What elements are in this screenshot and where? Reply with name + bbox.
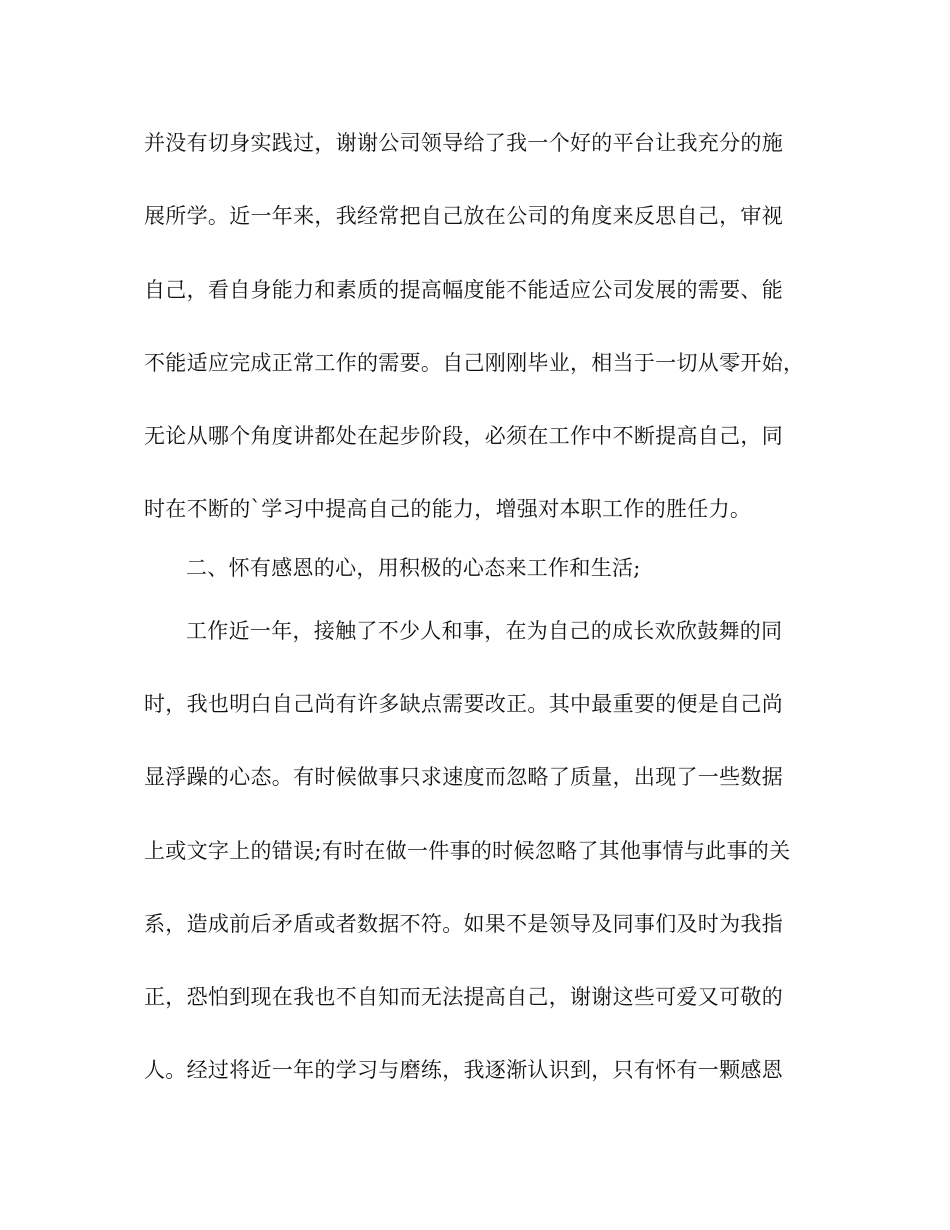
text-line: 显浮躁的心态。有时候做事只求速度而忽略了质量，出现了一些数据: [144, 765, 783, 789]
section-heading: 二、怀有感恩的心，用积极的心态来工作和生活;: [186, 556, 641, 580]
text-line: 系，造成前后矛盾或者数据不符。如果不是领导及同事们及时为我指: [144, 912, 783, 936]
text-line: 并没有切身实践过，谢谢公司领导给了我一个好的平台让我充分的施: [144, 131, 783, 155]
text-line: 上或文字上的错误;有时在做一件事的时候忽略了其他事情与此事的关: [144, 839, 791, 863]
text-line: 时在不断的`学习中提高自己的能力，增强对本职工作的胜任力。: [144, 497, 752, 521]
text-line: 不能适应完成正常工作的需要。自己刚刚毕业，相当于一切从零开始，: [144, 351, 805, 375]
text-line: 工作近一年，接触了不少人和事，在为自己的成长欢欣鼓舞的同: [186, 619, 783, 643]
text-line: 展所学。近一年来，我经常把自己放在公司的角度来反思自己，审视: [144, 204, 783, 228]
text-line: 无论从哪个角度讲都处在起步阶段，必须在工作中不断提高自己，同: [144, 424, 783, 448]
text-line: 正，恐怕到现在我也不自知而无法提高自己，谢谢这些可爱又可敬的: [144, 985, 783, 1009]
text-line: 时，我也明白自己尚有许多缺点需要改正。其中最重要的便是自己尚: [144, 692, 783, 716]
text-line: 自己，看自身能力和素质的提高幅度能不能适应公司发展的需要、能: [144, 278, 783, 302]
text-line: 人。经过将近一年的学习与磨练，我逐渐认识到，只有怀有一颗感恩: [144, 1058, 783, 1082]
